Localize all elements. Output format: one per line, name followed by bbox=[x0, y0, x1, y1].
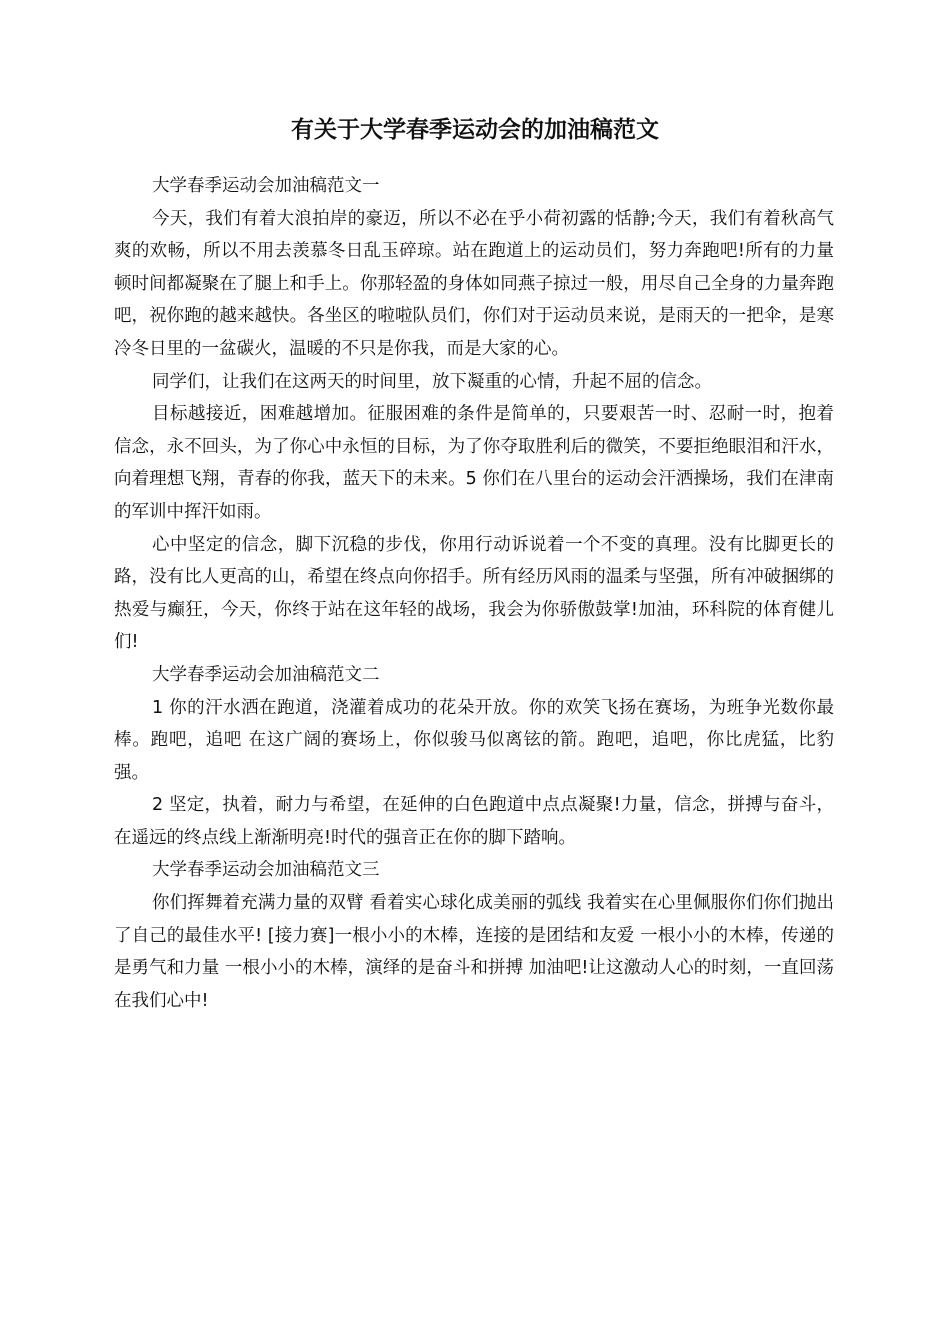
paragraph: 心中坚定的信念，脚下沉稳的步伐，你用行动诉说着一个不变的真理。没有比脚更长的路，没有比人更高的山，希望在终点向你招手。所有经历风雨的温柔与坚强，所有冲破捆绑的热爱与癫狂，今天，你终于站在这年轻的战场，我会为你骄傲鼓掌!加油，环科院的体育健儿们! bbox=[114, 534, 834, 653]
paragraph: 同学们，让我们在这两天的时间里，放下凝重的心情，升起不屈的信念。 bbox=[152, 371, 712, 392]
paragraph: 2 坚定，执着，耐力与希望，在延伸的白色跑道中点点凝聚!力量，信念，拼搏与奋斗，在遥远的终点线上渐渐明亮!时代的强音正在你的脚下踏响。 bbox=[114, 795, 834, 848]
paragraph: 目标越接近，困难越增加。征服困难的条件是简单的，只要艰苦一时、忍耐一时，抱着信念，永不回头，为了你心中永恒的目标，为了你夺取胜利后的微笑，不要拒绝眼泪和汗水，向着理想飞翔，青春的你我，蓝天下的未来。5 你们在八里台的运动会汗洒操场，我们在津南的军训中挥汗如雨。 bbox=[114, 404, 834, 522]
section-heading-2: 大学春季运动会加油稿范文二 bbox=[152, 664, 380, 685]
section-heading-3: 大学春季运动会加油稿范文三 bbox=[152, 860, 380, 881]
paragraph: 1 你的汗水洒在跑道，浇灌着成功的花朵开放。你的欢笑飞扬在赛场，为班争光数你最棒。跑吧，追吧 在这广阔的赛场上，你似骏马似离铉的箭。跑吧，追吧，你比虎猛，比豹强。 bbox=[114, 697, 834, 783]
document-title: 有关于大学春季运动会的加油稿范文 bbox=[291, 117, 659, 143]
document-body bbox=[114, 170, 834, 1017]
paragraph: 你们挥舞着充满力量的双臂 看着实心球化成美丽的弧线 我着实在心里佩服你们你们抛出了自己的最佳水平! [接力赛]一根小小的木棒，连接的是团结和友爱 一根小小的木棒，传递的是勇气和力量 一根小小的木棒，演绎的是奋斗和拼搏 加油吧!让这激动人心的时刻，一直回荡在我们心中! bbox=[114, 893, 834, 1011]
section-heading-1: 大学春季运动会加油稿范文一 bbox=[152, 176, 380, 196]
paragraph: 今天，我们有着大浪拍岸的豪迈，所以不必在乎小荷初露的恬静;今天，我们有着秋高气爽的欢畅，所以不用去羡慕冬日乱玉碎琼。站在跑道上的运动员们，努力奔跑吧!所有的力量顿时间都凝聚在了腿上和手上。你那轻盈的身体如同燕子掠过一般，用尽自己全身的力量奔跑吧，祝你跑的越来越快。各坐区的啦啦队员们，你们对于运动员来说，是雨天的一把伞，是寒冷冬日里的一盆碳火，温暖的不只是你我，而是大家的心。 bbox=[114, 208, 834, 359]
